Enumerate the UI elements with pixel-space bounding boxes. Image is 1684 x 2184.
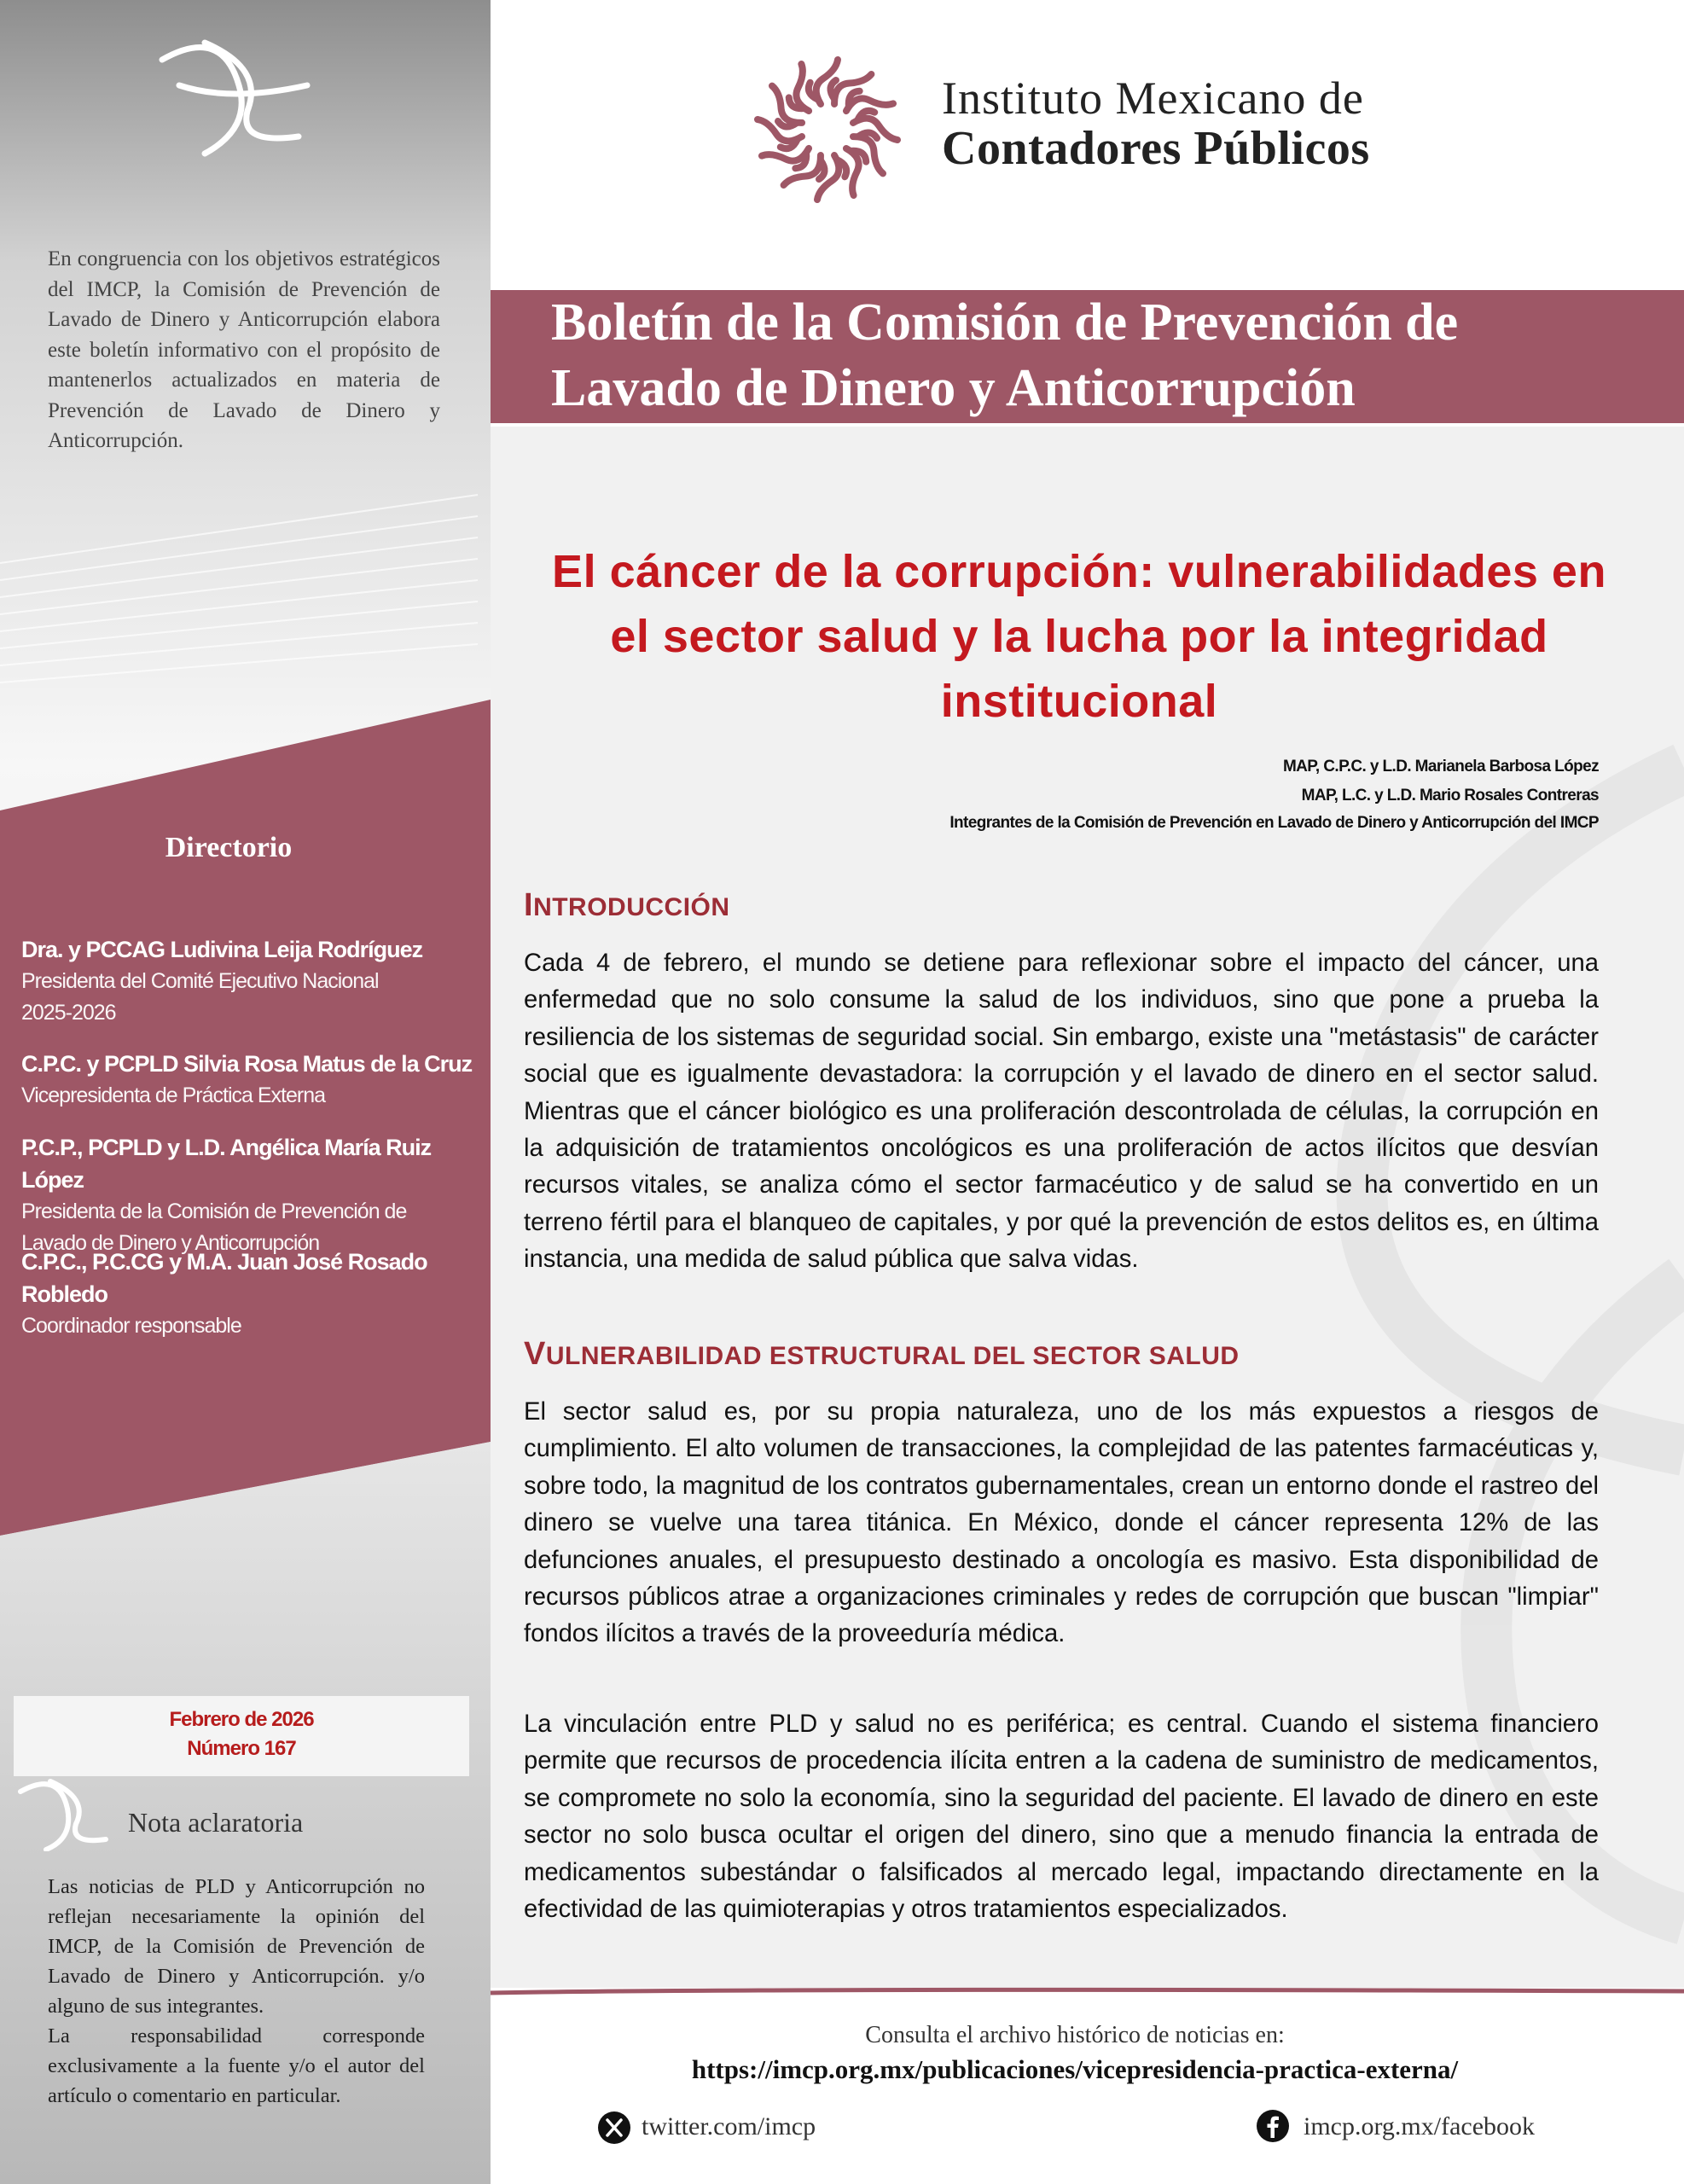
directory-entry [21,1246,473,1342]
twitter-link[interactable]: twitter.com/imcp [642,2112,816,2140]
body-paragraph: La vinculación entre PLD y salud no es periférica; es central. Cuando el sistema financiero permite que recursos de procedencia ilícita entren a la cadena de suministro de medicamentos, se compromete no solo la economía, sino la seguridad del paciente. El lavado de dinero en este sector no solo busca ocultar el origen del dinero, sino que a menudo financia la entrada de medicamentos subestándar o falsificados al mercado legal, impactando directamente en la efectividad de las quimioterapias y otros tratamientos especializados. [524,1711,1599,1924]
archive-label: Consulta el archivo histórico de noticias en: [865,2022,1285,2048]
body-paragraph: El sector salud es, por su propia naturaleza, uno de los más expuestos a riesgos de cumplimiento. El alto volumen de transacciones, la complejidad de las patentes farmacéuticas y, sobre todo, la magnitud de los contratos gubernamentales, crean un entorno donde el rastreo del dinero se vuelve una tarea titánica. En México, donde el cáncer representa 12% de las defunciones anuales, el presupuesto destinado a oncología es masivo. Esta disponibilidad de recursos públicos atrae a organizaciones criminales y redes de corrupción que buscan "limpiar" fondos ilícitos a través de la proveeduría médica. [524,1398,1599,1648]
author-line: MAP, C.P.C. y L.D. Marianela Barbosa López [1282,758,1599,775]
bulletin-title: Boletín de la Comisión de Prevención de Lavado de Dinero y Anticorrupción [551,293,1459,417]
imcp-emblem-icon [751,53,904,206]
section-heading-vulnerability [524,1336,1240,1373]
org-name-line1: Instituto Mexicano de [942,73,1364,124]
directory-entry [21,1048,473,1112]
issue-date: Febrero de 2026 [169,1708,314,1731]
directory-name: Dra. y PCCAG Ludivina Leija Rodríguez [21,937,423,962]
body-paragraph: Cada 4 de febrero, el mundo se detiene para reflexionar sobre el impacto del cáncer, una enfermedad que no solo consume la salud de los individuos, sino que pone a prueba la resiliencia de los sistemas de seguridad social. Sin embargo, existe una "metástasis" de carácter social que es igualmente devastadora: la corrupción y el lavado de dinero en el sector salud. Mientras que el cáncer biológico es una proliferación descontrolada de células, la corrupción en la adquisición de tratamientos oncológicos es una proliferación de actos ilícitos que desvían recursos vitales, se analiza cómo el sector farmacéutico y de salud se ha convertido en un terreno fértil para el blanqueo de capitales, y por qué la prevención de estos delitos es, en última instancia, una medida de salud pública que salva vidas. [524,950,1599,1274]
directory-entry [21,1131,473,1259]
note-paragraph: La responsabilidad corresponde exclusivamente a la fuente y/o el autor del artículo o comentario en particular. [48,2024,425,2107]
directory-role: Coordinador responsable [21,1314,241,1338]
section-heading-rest: ULNERABILIDAD ESTRUCTURAL DEL SECTOR SALUD [545,1342,1240,1370]
sidebar-intro-text: En congruencia con los objetivos estratégicos del IMCP, la Comisión de Prevención de Lavado de Dinero y Anticorrupción elabora este boletín informativo con el propósito de mantenerlos actualizados en materia de Prevención de Lavado de Dinero y Anticorrupción. [48,247,440,452]
x-twitter-icon[interactable] [597,2111,631,2145]
ribbon-logo-small-icon [12,1774,114,1851]
directory-heading: Directorio [165,832,293,863]
note-paragraph: Las noticias de PLD y Anticorrupción no reflejan necesariamente la opinión del IMCP, de la Comisión de Prevención de Lavado de Dinero y Anticorrupción. y/o alguno de sus integrantes. [48,1875,425,2018]
ribbon-logo-icon [145,34,316,162]
issue-number: Número 167 [187,1737,296,1760]
author-line: Integrantes de la Comisión de Prevención en Lavado de Dinero y Anticorrupción del IMCP [949,814,1599,832]
directory-name: C.P.C. y PCPLD Silvia Rosa Matus de la Cruz [21,1051,473,1077]
note-heading: Nota aclaratoria [128,1807,304,1838]
directory-name: P.C.P., PCPLD y L.D. Angélica María Ruiz López [21,1135,432,1193]
directory-role: Presidenta del Comité Ejecutivo Nacional [21,969,379,993]
section-heading-intro [524,887,730,924]
author-line: MAP, L.C. y L.D. Mario Rosales Contreras [1301,787,1599,804]
directory-entry [21,933,473,1029]
section-heading-initial: V [524,1336,546,1372]
facebook-link[interactable]: imcp.org.mx/facebook [1304,2112,1536,2140]
facebook-icon[interactable] [1256,2109,1290,2143]
directory-role: Vicepresidenta de Práctica Externa [21,1083,326,1107]
directory-role: 2025-2026 [21,1001,116,1025]
article-title: El cáncer de la corrupción: vulnerabilidades en el sector salud y la lucha por la integridad institucional [552,546,1606,727]
archive-link[interactable]: https://imcp.org.mx/publicaciones/vicepresidencia-practica-externa/ [691,2054,1459,2084]
org-name-line2: Contadores Públicos [942,122,1370,175]
note-text [48,1872,425,2111]
section-heading-rest: NTRODUCCIÓN [533,893,730,921]
directory-role: Lavado de Dinero y Anticorrupción [21,1231,320,1255]
section-heading-initial: I [524,887,534,923]
directory-role: Presidenta de la Comisión de Prevención de [21,1199,407,1223]
directory-name: C.P.C., P.C.CG y M.A. Juan José Rosado Robledo [21,1249,427,1307]
